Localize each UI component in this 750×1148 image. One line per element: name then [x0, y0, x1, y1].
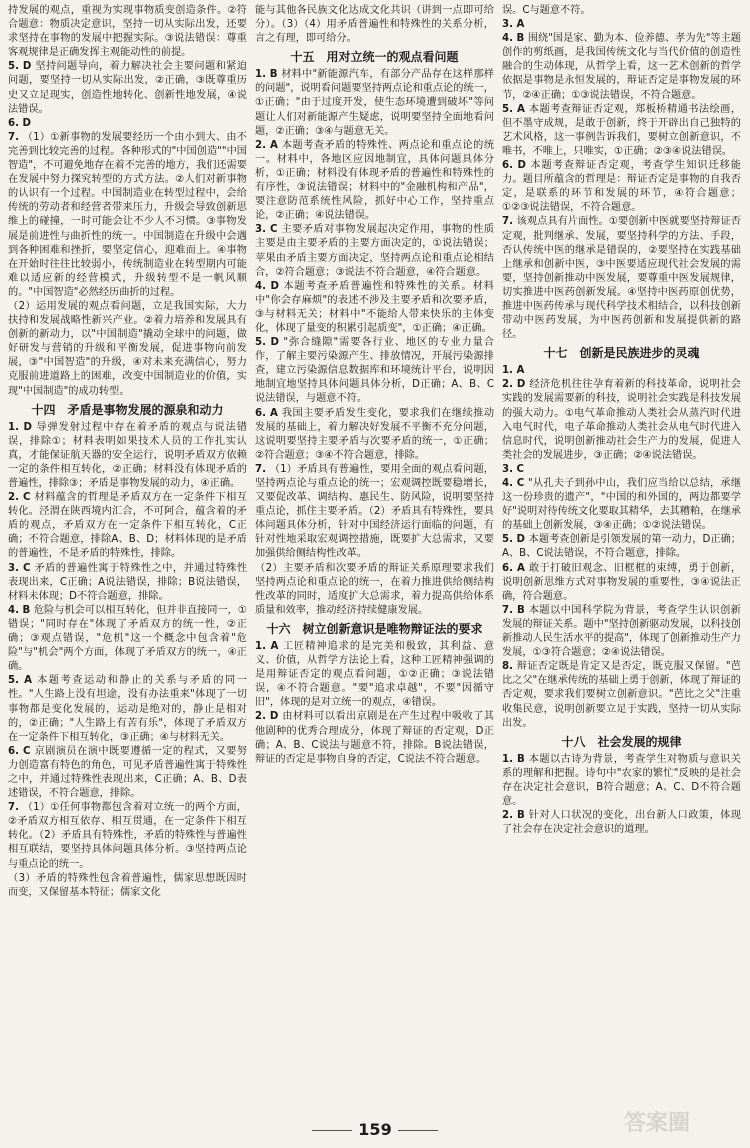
- answer-text: （2）运用发展的观点看问题，立足我国实际，大力扶持和发展战略性新兴产业。②着力培养和发展具有创新的新动力，以"中国制造"撬动全球中的问题，做好研发与营销的升级和平衡发展，促进事物向前发展，③"中国智造"的升级，④对未来充满信心，努力克服前进道路上的困难，改变中国制造业的价值，实现"中国制造"的成功转型。: [8, 300, 247, 397]
- answer-paragraph: [8, 117, 247, 131]
- answer-text: 矛盾的普遍性寓于特殊性之中，并通过特殊性表现出来，C正确；A说法错误，排除；B说法错误，材料未体现；D不符合题意，排除。: [8, 562, 247, 602]
- answer-paragraph: [8, 421, 247, 491]
- answer-paragraph: [502, 477, 741, 533]
- answer-paragraph: [8, 60, 247, 116]
- answer-key: 4. B: [502, 33, 528, 45]
- svg-text:答案圈: 答案圈: [624, 1111, 691, 1136]
- answer-paragraph: [8, 674, 247, 744]
- answer-key: 1. B: [255, 69, 282, 81]
- answer-text: （1）①任何事物都包含着对立统一的两个方面，②矛盾双方相互依存、相互贯通，在一定条件下相互转化。（2）矛盾具有特殊性，矛盾的特殊性与普遍性相互联结，要坚持具体问题具体分析。③坚持两点论与重点论的统一。: [8, 802, 247, 870]
- answer-paragraph: [502, 378, 741, 463]
- answer-key: 7.: [8, 131, 23, 143]
- answer-paragraph: [8, 745, 247, 801]
- answer-text: 辩证否定既是肯定又是否定，既克服又保留。"芭比之父"在继承传统的基础上勇于创新，体现了辩证的否定观，要求我们要树立创新意识。"芭比之父"注重收集民意，说明创新要立足于实践，坚持一切从实际出发。: [502, 661, 741, 729]
- answer-paragraph: [8, 4, 247, 60]
- answer-text: 该观点具有片面性。①要创新中医就要坚持辩证否定观，批判继承、发展，要坚持科学的方法、手段，否认传统中医的继承是错误的，②要坚持在实践基础上继承和创新中医，③中医要适应现代社会发展的需要，坚持创新推动中医发展，要尊重中医发展规律，切实推进中医药创新发展。④坚持中医药原创优势，推进中医药传承与现代科学技术相结合，以科技创新带动中医药发展，为中医药创新和发展提供新的路径。: [502, 216, 741, 341]
- answer-text: 主要矛盾对事物发展起决定作用，事物的性质主要是由主要矛盾的主要方面决定的，①说法错误；苹果由矛盾主要方面决定，坚持两点论和重点论相结合，②符合题意；③说法不符合题意，④符合题意。: [255, 224, 494, 278]
- section-heading: 十四 矛盾是事物发展的源泉和动力: [31, 402, 224, 417]
- answer-key: 1. B: [502, 753, 529, 765]
- answer-paragraph: [502, 103, 741, 159]
- answer-paragraph: [255, 710, 494, 766]
- answer-text: 材料蕴含的哲理是矛盾双方在一定条件下相互转化。泾渭在陕西境内汇合，不可阿合，蕴含着的矛盾的观点，矛盾双方在一定条件下相互转化，C正确；不符合题意，排除A、B、D；材料体现的是矛盾的普遍性，不是矛盾的特殊性，排除。: [8, 492, 247, 560]
- answer-paragraph: [8, 131, 247, 300]
- answer-paragraph: [8, 300, 247, 399]
- answer-text: （2）主要矛盾和次要矛盾的辩证关系原理要求我们坚持两点论和重点论的统一，在着力推进供给侧结构性改革的同时，适度扩大总需求，着力提高供给体系质量和效率，推动经济持续健康发展。: [255, 562, 494, 616]
- answer-text: 导弹发射过程中存在着矛盾的观点与说法错误，排除①；材料表明如果技术人员的工作扎实认真，才能保证航天器的安全运行，说明矛盾双方依赖一定的条件相互转化，②正确；材料没有体现矛盾的普遍性，排除③；矛盾是事物发展的动力，④正确。: [8, 421, 247, 489]
- page-number: 159: [358, 1120, 392, 1139]
- text-column-middle: [255, 4, 494, 1116]
- answer-text: 危险与机会可以相互转化，但并非直接同一，①错误；"同时存在"体现了矛盾双方的统一性，②正确；③观点错误，"危机"这一个概念中包含着"危险"与"机会"两个方面，体现了矛盾双方的统一，④正确。: [8, 604, 247, 673]
- answer-page: [8, 4, 742, 1116]
- answer-text: 经济危机往往孕育着新的科技革命，说明社会实践的发展需要新的科技，说明社会实践是科技发展的强大动力。①电气革命推动人类社会从蒸汽时代进入电气时代，电子革命推动人类社会从电气时代进入信息时代，说明创新推动社会生产力的发展，促进人类社会的发展进步，③正确；②④说法错误。: [502, 379, 741, 461]
- answer-key: 8.: [502, 661, 517, 673]
- section-heading: 十七 创新是民族进步的灵魂: [543, 346, 700, 361]
- answer-key: 3. C: [8, 562, 35, 574]
- answer-paragraph: [255, 223, 494, 279]
- answer-paragraph: [8, 562, 247, 604]
- answer-text: 本题考查创新是引领发展的第一动力，D正确；A、B、C说法错误，不符合题意，排除。: [502, 534, 741, 560]
- answer-text: 敢于打破旧观念、旧框框的束缚，勇于创新，说明创新思维方式对事物发展的重要性，③④说法正确，符合题意。: [502, 562, 741, 602]
- answer-key: 4. C: [502, 478, 528, 489]
- answer-text: 本题以中国科学院为背景，考查学生认识创新发展的辩证关系。题中"坚持创新驱动发展，以科技创新推动人民生活水平的提高"，体现了创新推动生产力发展，①③符合题意；②④说法错误。: [502, 604, 741, 659]
- answer-key: 1. A: [255, 640, 283, 652]
- answer-key: 5. D: [255, 337, 284, 349]
- answer-paragraph: [502, 533, 741, 561]
- answer-text: 坚持问题导向，着力解决社会主要问题和紧迫问题，要坚持一切从实际出发，②正确，③既尊重历史又立足现实，创造性地转化、创新性地发展，④说法错误。: [8, 61, 247, 115]
- answer-key: 2. D: [255, 711, 283, 723]
- answer-paragraph: [502, 809, 741, 837]
- answer-text: 材料中"新能源汽车，有部分产品存在这样那样的问题"，说明看问题要坚持两点论和重点论的统一，①正确；"由于过度开发，使生态环境遭到破坏"等问题让人们对新能源产生疑虑，说明要坚持全面地看问题，②正确；③④与题意无关。: [255, 69, 494, 137]
- answer-text: 本题考查辩证否定观，郑板桥精通书法绘画，但不墨守成规，是敢于创新，终于开辟出自己独特的艺术风格，这一事例告诉我们，要树立创新意识，不唯书，不唯上，只唯实，①正确；②③④说法错误。: [502, 103, 741, 157]
- answer-text: 本题考查矛盾普遍性和特殊性的关系。材料中"你会存麻烦"的表述不涉及主要矛盾和次要矛盾，③与材料无关；材料中"不能给人带来快乐的主体变化，体现了量变的积累引起质变"，①正确；④正确。: [255, 280, 494, 334]
- footer-rule-left: [312, 1130, 352, 1131]
- answer-paragraph: [502, 32, 741, 102]
- answer-paragraph: [255, 280, 494, 336]
- text-column-right: [502, 4, 741, 1116]
- answer-key: 7. B: [502, 604, 529, 616]
- answer-key: 4. D: [255, 280, 284, 292]
- answer-key: 5. A: [502, 103, 529, 115]
- answer-paragraph: [502, 660, 741, 730]
- section-heading: 十六 树立创新意识是唯物辩证法的要求: [266, 621, 483, 636]
- answer-text: 围绕"国是家、勤为本、俭养德、孝为先"等主题创作的剪纸画，是我国传统文化与当代价值的创造性融合的生动体现，从哲学上看，这一艺术创新的哲学依据是事物是永恒发展的，辩证否定是事物发展的环节，②④正确；①③说法错误，不符合题意。: [502, 33, 741, 101]
- answer-paragraph: [502, 562, 741, 604]
- answer-text: 本题以古诗为背景，考查学生对物质与意识关系的理解和把握。诗句中"农家的繁忙"反映的是社会存在决定社会意识，B符合题意；A、C、D不符合题意。: [502, 753, 741, 807]
- answer-paragraph: [255, 4, 494, 46]
- answer-key: 2. C: [8, 492, 35, 504]
- answer-key: 7.: [502, 216, 517, 228]
- answer-paragraph: [8, 491, 247, 561]
- answer-paragraph: [255, 463, 494, 562]
- answer-key: 2. A: [255, 139, 282, 151]
- answer-text: 工匠精神追求的是完美和极致，其利益、意义、价值，从哲学方法论上看，这种工匠精神强调的是用辩证否定的观点看问题，①②正确；③说法错误，④不符合题意。"要"追求卓越"，不要"因循守旧"，体现的是对立统一的观点，④错误。: [255, 640, 494, 709]
- answer-paragraph: [255, 139, 494, 224]
- answer-key: 5. A: [8, 675, 38, 687]
- answer-text: 针对人口状况的变化，出台新人口政策，体现了社会存在决定社会意识的道理。: [502, 810, 741, 836]
- answer-paragraph: [255, 407, 494, 463]
- answer-paragraph: [502, 753, 741, 809]
- answer-key: 5. D: [8, 61, 36, 73]
- answer-text: 持发展的观点，重视为实现事物质变创造条件。②符合题意：物质决定意识，坚持一切从实际出发，还要求坚持在事物的发展中把握实际。③说法错误：尊重客观规律是正确发挥主观能动性的前提。: [8, 5, 247, 59]
- answer-text: 误。C与题意不符。: [502, 5, 591, 16]
- answer-text: 京剧演员在演中既要遵循一定的程式，又要努力创造富有特色的角色，可见矛盾普遍性寓于特殊性之中，并通过特殊性表现出来，C正确；A、B、D表述错误，不符合题意，排除。: [8, 745, 247, 800]
- answer-paragraph: [502, 215, 741, 342]
- answer-key: 1. A: [502, 365, 525, 377]
- answer-paragraph: [502, 364, 741, 378]
- answer-text: 本题考查矛盾的特殊性、两点论和重点论的统一。材料中，各地区应因地制宜，具体问题具体分析，①正确；材料没有体现矛盾的普遍性和特殊性的有序性，③说法错误；材料中的"金融机构和产品"，要注意防范系统性风险，抓好中心工作，坚持重点论，②正确；④说法错误。: [255, 139, 494, 222]
- answer-key: 4. B: [8, 604, 34, 616]
- answer-key: 3. A: [502, 19, 525, 31]
- answer-key: 3. C: [255, 224, 282, 236]
- watermark-logo-icon: [620, 1102, 740, 1142]
- footer-rule-right: [398, 1130, 438, 1131]
- answer-paragraph: [8, 604, 247, 674]
- answer-paragraph: [8, 801, 247, 871]
- section-heading: 十八 社会发展的规律: [561, 734, 682, 749]
- answer-text: （1）①新事物的发展要经历一个由小到大、由不完善到比较完善的过程。各种形式的"中国创造""中国智造"，不可避免地存在着不完善的地方，我们还需要在发展中努力探究转型的方式方法。②人们对新事物的认识有一个过程。中国制造业在转型过程中，会给传统的劳动者和经营者带来压力，升级会导致创新思维上的碰撞，一时可能会让不少人不习惯。③事物发展是前进性与曲折性的统一。中国制造在升级中会遇到各种困难和挫折，要坚定信心，迎难而上。④事物在开始时往往比较弱小，传统制造业在转型期内可能难以适应新的经营模式，升级转型不是一帆风顺的。"中国智造"必然经历曲折的过程。: [8, 131, 247, 298]
- answer-text: 本题考查运动和静止的关系与矛盾的同一性。"人生路上没有坦途，没有办法重来"体现了一切事物都是变化发展的，运动是绝对的，静止是相对的，②正确；"人生路上有苦有乐"，体现了矛盾双方在一定条件下相互转化，③正确；④与材料无关。: [8, 675, 247, 743]
- answer-key: 6. D: [8, 117, 31, 129]
- answer-paragraph: [255, 68, 494, 138]
- answer-paragraph: [255, 336, 494, 406]
- answer-key: 1. D: [8, 421, 37, 433]
- answer-key: 3. C: [502, 463, 524, 475]
- answer-text: 我国主要矛盾发生变化，要求我们在继续推动发展的基础上，着力解决好发展不平衡不充分问题，这说明要坚持主要矛盾与次要矛盾的统一，①正确；②符合题意；③④不符合题意，排除。: [255, 407, 494, 461]
- answer-key: 5. D: [502, 534, 529, 546]
- answer-key: 6. A: [255, 407, 282, 419]
- answer-key: 6. A: [502, 562, 529, 574]
- answer-key: 6. D: [502, 160, 531, 172]
- answer-text: 本题考查辩证否定观，考查学生知识迁移能力。题目所蕴含的哲理是：辩证否定是事物的自我否定，是联系的环节和发展的环节，④符合题意；①②③说法错误，不符合题意。: [502, 160, 741, 214]
- answer-text: （1）矛盾具有普遍性，要用全面的观点看问题，坚持两点论与重点论的统一；宏观调控既要稳增长，又要促改革、调结构、惠民生、防风险，说明要坚持重点论，抓住主要矛盾。（2）矛盾具有特殊性，要具体问题具体分析，针对中国经济运行面临的问题，有针对性地采取宏观调控措施，既要扩大总需求，又要加强供给侧结构性改革。: [255, 463, 494, 560]
- answer-paragraph: [502, 4, 741, 18]
- answer-key: 6. C: [8, 745, 35, 757]
- answer-text: "从孔夫子到孙中山，我们应当给以总结，承继这一份珍贵的遗产"，"中国的和外国的，两边都要学好"说明对待传统文化要取其精华，去其糟粕，在继承的基础上创新发展，③④正确；①②说法错误。: [502, 478, 741, 532]
- answer-text: 由材料可以看出京剧是在产生过程中吸收了其他剧种的优秀合理成分，体现了辩证的否定观，D正确；A、B、C说法与题意不符，排除。B说法错误，辩证的否定是事物自身的否定，C说法不符合题意。: [255, 711, 494, 765]
- answer-paragraph: [502, 18, 741, 32]
- answer-paragraph: [255, 562, 494, 618]
- answer-text: （3）矛盾的特殊性包含着普遍性，儒家思想既因时而变，又保留基本特征；儒家文化: [8, 872, 247, 898]
- answer-paragraph: [502, 159, 741, 215]
- answer-key: 2. B: [502, 810, 529, 822]
- answer-key: 2. D: [502, 379, 530, 391]
- answer-paragraph: [502, 463, 741, 477]
- section-heading: 十五 用对立统一的观点看问题: [290, 50, 459, 65]
- answer-key: 7.: [255, 463, 270, 475]
- answer-paragraph: [8, 872, 247, 900]
- answer-paragraph: [502, 604, 741, 660]
- answer-text: "弥合缝隙"需要各行业、地区的专业力量合作，了解主要污染源产生、排放情况，开展污染源排查，建立污染源信息数据库和环境统计平台，说明因地制宜地坚持具体问题具体分析，D正确；A、B、C说法错误，与题意不符。: [255, 337, 494, 405]
- answer-key: 7.: [8, 802, 23, 814]
- answer-paragraph: [255, 640, 494, 710]
- answer-text: 能与其他各民族文化达成文化共识（讲到一点即可给分）。（3）（4）用矛盾普遍性和特殊性的关系分析，言之有理，即可给分。: [255, 5, 494, 45]
- text-column-left: [8, 4, 247, 1116]
